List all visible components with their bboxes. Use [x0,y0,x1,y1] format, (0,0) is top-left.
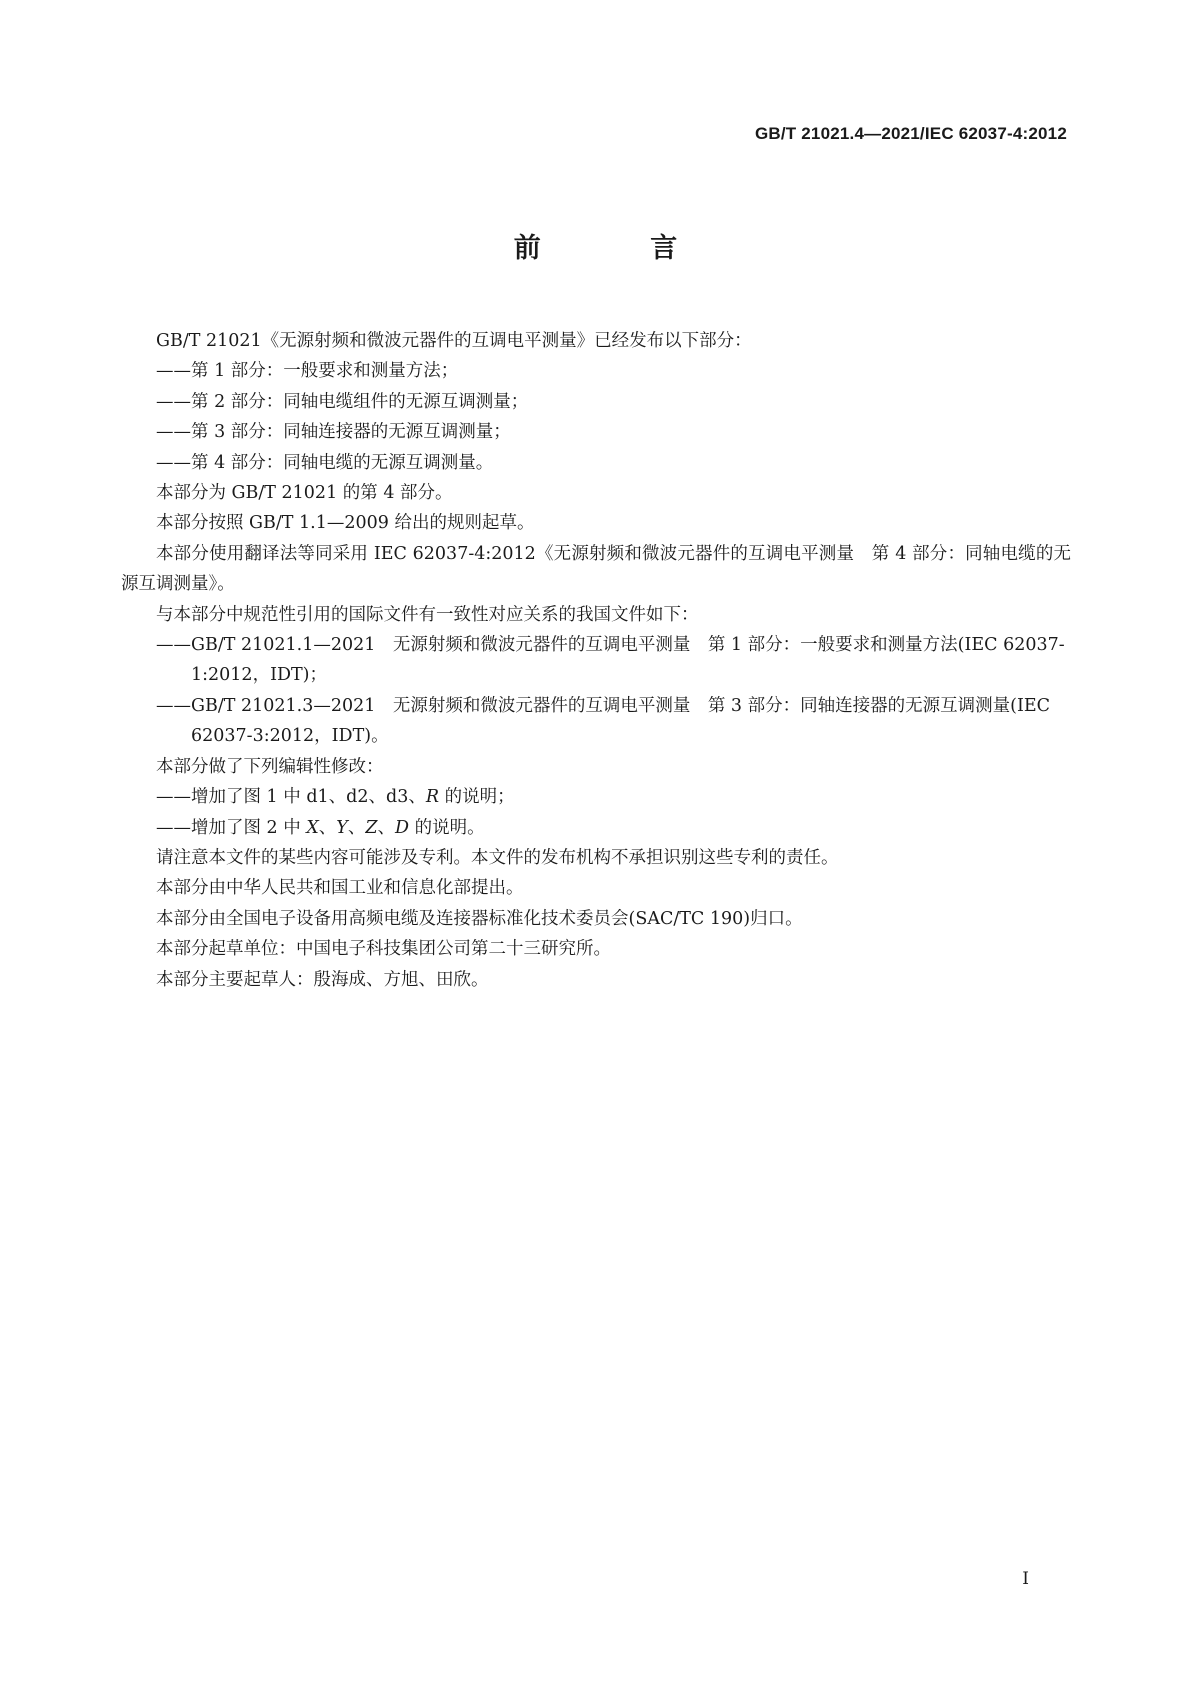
reference-list-item: ——GB/T 21021.3—2021 无源射频和微波元器件的互调电平测量 第 3 部分：同轴连接器的无源互调测量(IEC 62037-3:2012，IDT)。 [156,695,1051,747]
intro-paragraph: GB/T 21021《无源射频和微波元器件的互调电平测量》已经发布以下部分： [156,331,752,351]
drafters-paragraph: 本部分主要起草人：殷海成、方旭、田欣。 [156,969,489,990]
proposer-paragraph: 本部分由中华人民共和国工业和信息化部提出。 [156,878,524,899]
patent-notice-paragraph: 请注意本文件的某些内容可能涉及专利。本文件的发布机构不承担识别这些专利的责任。 [156,847,839,868]
page-number: I [1022,1569,1029,1589]
references-intro-paragraph: 与本部分中规范性引用的国际文件有一致性对应关系的我国文件如下： [156,604,699,625]
reference-list-item: ——GB/T 21021.1—2021 无源射频和微波元器件的互调电平测量 第 1 部分：一般要求和测量方法(IEC 62037-1:2012，IDT)； [156,635,1065,686]
part-list-item: ——第 3 部分：同轴连接器的无源互调测量； [156,422,511,443]
page-title: 前 言 [513,233,728,264]
part-list-item: ——第 1 部分：一般要求和测量方法； [156,361,459,382]
part-list-item: ——第 2 部分：同轴电缆组件的无源互调测量； [156,391,529,412]
drafting-rules-paragraph: 本部分按照 GB/T 1.1—2009 给出的规则起草。 [156,513,535,534]
editorial-changes-intro: 本部分做了下列编辑性修改： [156,756,384,777]
standard-code-header: GB/T 21021.4—2021/IEC 62037-4:2012 [754,124,1067,143]
editorial-change-item: ——增加了图 1 中 d1、d2、d3、R 的说明； [156,787,515,808]
adoption-paragraph: 本部分使用翻译法等同采用 IEC 62037-4:2012《无源射频和微波元器件的互调电平测量 第 4 部分：同轴电缆的无源互调测量》。 [121,543,1071,595]
drafting-unit-paragraph: 本部分起草单位：中国电子科技集团公司第二十三研究所。 [156,939,611,960]
editorial-change-item: ——增加了图 2 中 X、Y、Z、D 的说明。 [156,817,485,838]
part-list-item: ——第 4 部分：同轴电缆的无源互调测量。 [156,452,494,473]
part-number-paragraph: 本部分为 GB/T 21021 的第 4 部分。 [156,483,453,504]
committee-paragraph: 本部分由全国电子设备用高频电缆及连接器标准化技术委员会(SAC/TC 190)归口。 [156,908,803,929]
foreword-body [121,326,1071,995]
